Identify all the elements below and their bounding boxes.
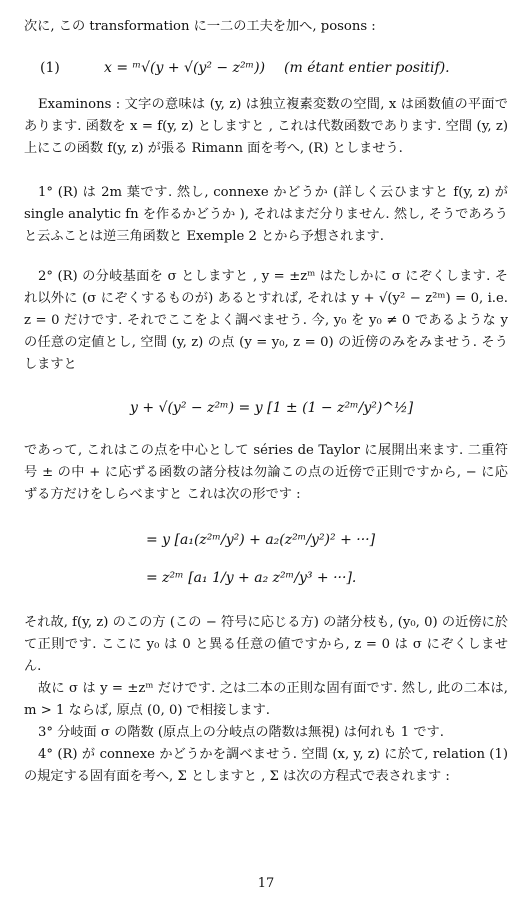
paragraph-branches: それ故, f(y, z) のこの方 (この − 符号に応じる方) の諸分枝も, (y₀, 0) の近傍に於て正則です. ここに y₀ は 0 と異る任意の値ですから, z = 0 は σ にぞくしません. [24,615,508,674]
paragraph-point-1: 1° (R) は 2m 葉です. 然し, connexe かどうか (詳しく云ひますと f(y, z) が single analytic fn を作るかどうか ), それはまだ分りません. 然し, そうであろうと云ふことは逆三角函数と Exemple 2 とから予想されます. [24,185,508,244]
equation-1: x = ᵐ√(y + √(y² − z²ᵐ)) [104,60,266,76]
equation-3a: = y [a₁(z²ᵐ/y²) + a₂(z²ᵐ/y²)² + ···] [146,532,376,548]
paragraph-examinons: Examinons : 文字の意味は (y, z) は独立複素変数の空間, x は函数値の平面であります. 函数を x = f(y, z) としますと , これは代数函数であります. 空間 (y, z) 上にこの函数 f(y, z) が張る Rimann 面を考へ, (R) としませう. [24,97,508,156]
equation-1-note: (m étant entier positif). [284,60,450,76]
paragraph-sigma: 故に σ は y = ±zᵐ だけです. 之は二本の正則な固有面です. 然し, 此の二本は, m > 1 ならば, 原点 (0, 0) で相接します. [24,681,508,718]
paragraph-intro: 次に, この transformation に一二の工夫を加へ, posons : [24,19,376,34]
page-number: 17 [257,876,275,891]
paragraph-point-3: 3° 分岐面 σ の階数 (原点上の分岐点の階数は無視) は何れも 1 です. [38,725,444,740]
equation-2: y + √(y² − z²ᵐ) = y [1 ± (1 − z²ᵐ/y²)^½] [130,400,414,416]
paragraph-point-2: 2° (R) の分岐基面を σ としますと , y = ±zᵐ はたしかに σ にぞくします. それ以外に (σ にぞくするものが) あるとすれば, それは y + √(y² − z²ᵐ) = 0, i.e. z = 0 だけです. それでここをよく調べませう. 今, y₀ を y₀ ≠ 0 であるような y の任意の定値とし, 空間 (y, z) の点 (y = y₀, z = 0) の近傍のみをみませう. そうしますと [24,269,508,372]
equation-3b: = z²ᵐ [a₁ 1/y + a₂ z²ᵐ/y³ + ···]. [146,570,357,586]
paragraph-point-4: 4° (R) が connexe かどうかを調べませう. 空間 (x, y, z) に於て, relation (1) の規定する固有面を考へ, Σ としますと , Σ は次の方程式で表されます : [24,747,508,784]
equation-1-number: (1) [40,60,60,76]
paragraph-taylor: であって, これはこの点を中心として séries de Taylor に展開出来ます. 二重符号 ± の中 + に応ずる函数の諸分枝は勿論この点の近傍で正則ですから, − に応ずる方だけをしらべますと これは次の形です : [24,443,508,502]
